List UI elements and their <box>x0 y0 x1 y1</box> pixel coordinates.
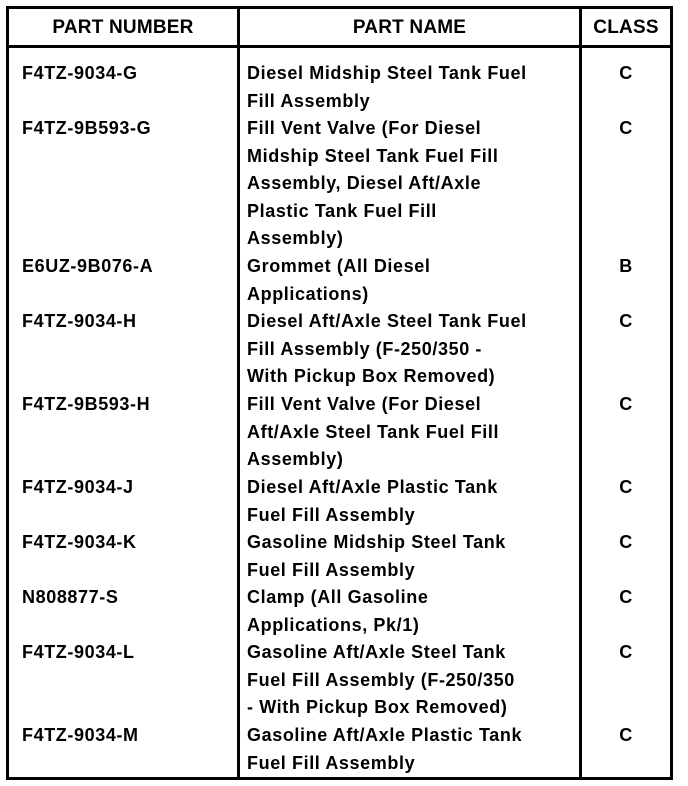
part-number-cell: F4TZ-9034-H <box>22 311 137 331</box>
part-name-line: Assembly) <box>247 449 344 470</box>
part-number-cell: F4TZ-9034-L <box>22 642 135 662</box>
part-name-line: Fuel Fill Assembly <box>247 559 416 580</box>
class-cell: C <box>619 642 633 662</box>
part-name-cell <box>247 584 577 639</box>
part-name-line: Gasoline Midship Steel Tank <box>247 532 506 552</box>
part-name-cell <box>247 60 577 115</box>
part-name-cell <box>247 474 577 529</box>
class-cell: C <box>619 477 633 497</box>
part-name-line: Fuel Fill Assembly (F-250/350 <box>247 669 515 690</box>
part-name-line: Fill Assembly (F-250/350 - <box>247 338 483 359</box>
part-name-cell <box>247 115 577 253</box>
part-name-line: Gasoline Aft/Axle Plastic Tank <box>247 725 523 745</box>
table-row <box>9 253 670 308</box>
part-name-cell <box>247 253 577 308</box>
class-cell: C <box>619 394 633 414</box>
part-name-cell <box>247 529 577 584</box>
part-name-line: Midship Steel Tank Fuel Fill <box>247 145 499 166</box>
part-number-cell: F4TZ-9034-M <box>22 725 139 745</box>
table-body <box>9 60 670 777</box>
part-name-cell <box>247 639 577 722</box>
class-cell: C <box>619 63 633 83</box>
part-name-line: Fill Vent Valve (For Diesel <box>247 118 482 138</box>
table-row <box>9 308 670 391</box>
part-name-line: Assembly) <box>247 228 344 249</box>
part-number-cell: F4TZ-9B593-G <box>22 118 152 138</box>
part-number-cell: F4TZ-9B593-H <box>22 394 151 414</box>
class-cell: C <box>619 311 633 331</box>
part-name-line: Applications, Pk/1) <box>247 614 420 635</box>
part-name-line: Diesel Midship Steel Tank Fuel <box>247 63 527 83</box>
part-name-line: Clamp (All Gasoline <box>247 587 429 607</box>
part-name-line: Fuel Fill Assembly <box>247 752 416 773</box>
parts-table <box>6 6 673 780</box>
part-name-line: Aft/Axle Steel Tank Fuel Fill <box>247 421 500 442</box>
header-rule <box>9 45 670 48</box>
part-name-line: Fuel Fill Assembly <box>247 504 416 525</box>
class-cell: C <box>619 587 633 607</box>
header-part-number: PART NUMBER <box>52 17 194 38</box>
table-row <box>9 391 670 474</box>
part-name-line: Applications) <box>247 283 369 304</box>
part-number-cell: F4TZ-9034-K <box>22 532 137 552</box>
class-cell: B <box>619 256 633 276</box>
table-row <box>9 529 670 584</box>
part-name-line: With Pickup Box Removed) <box>247 366 496 387</box>
header-class: CLASS <box>593 17 659 38</box>
part-name-line: Fill Assembly <box>247 90 371 111</box>
part-number-cell: F4TZ-9034-G <box>22 63 138 83</box>
class-cell: C <box>619 725 633 745</box>
table-row <box>9 584 670 639</box>
part-name-line: Gasoline Aft/Axle Steel Tank <box>247 642 506 662</box>
part-name-cell <box>247 308 577 391</box>
class-cell: C <box>619 118 633 138</box>
table-row <box>9 474 670 529</box>
table-row <box>9 639 670 722</box>
class-cell: C <box>619 532 633 552</box>
part-name-line: - With Pickup Box Removed) <box>247 697 508 718</box>
part-number-cell: F4TZ-9034-J <box>22 477 134 497</box>
part-name-line: Grommet (All Diesel <box>247 256 431 276</box>
header-part-name: PART NAME <box>352 17 467 38</box>
part-name-line: Fill Vent Valve (For Diesel <box>247 394 482 414</box>
table-row <box>9 60 670 115</box>
table-row <box>9 115 670 253</box>
part-number-cell: E6UZ-9B076-A <box>22 256 154 276</box>
part-name-line: Diesel Aft/Axle Plastic Tank <box>247 477 498 497</box>
part-name-line: Diesel Aft/Axle Steel Tank Fuel <box>247 311 527 331</box>
table-row <box>9 722 670 777</box>
part-name-line: Assembly, Diesel Aft/Axle <box>247 173 482 194</box>
part-name-cell <box>247 391 577 474</box>
part-number-cell: N808877-S <box>22 587 119 607</box>
part-name-cell <box>247 722 577 777</box>
part-name-line: Plastic Tank Fuel Fill <box>247 200 437 221</box>
